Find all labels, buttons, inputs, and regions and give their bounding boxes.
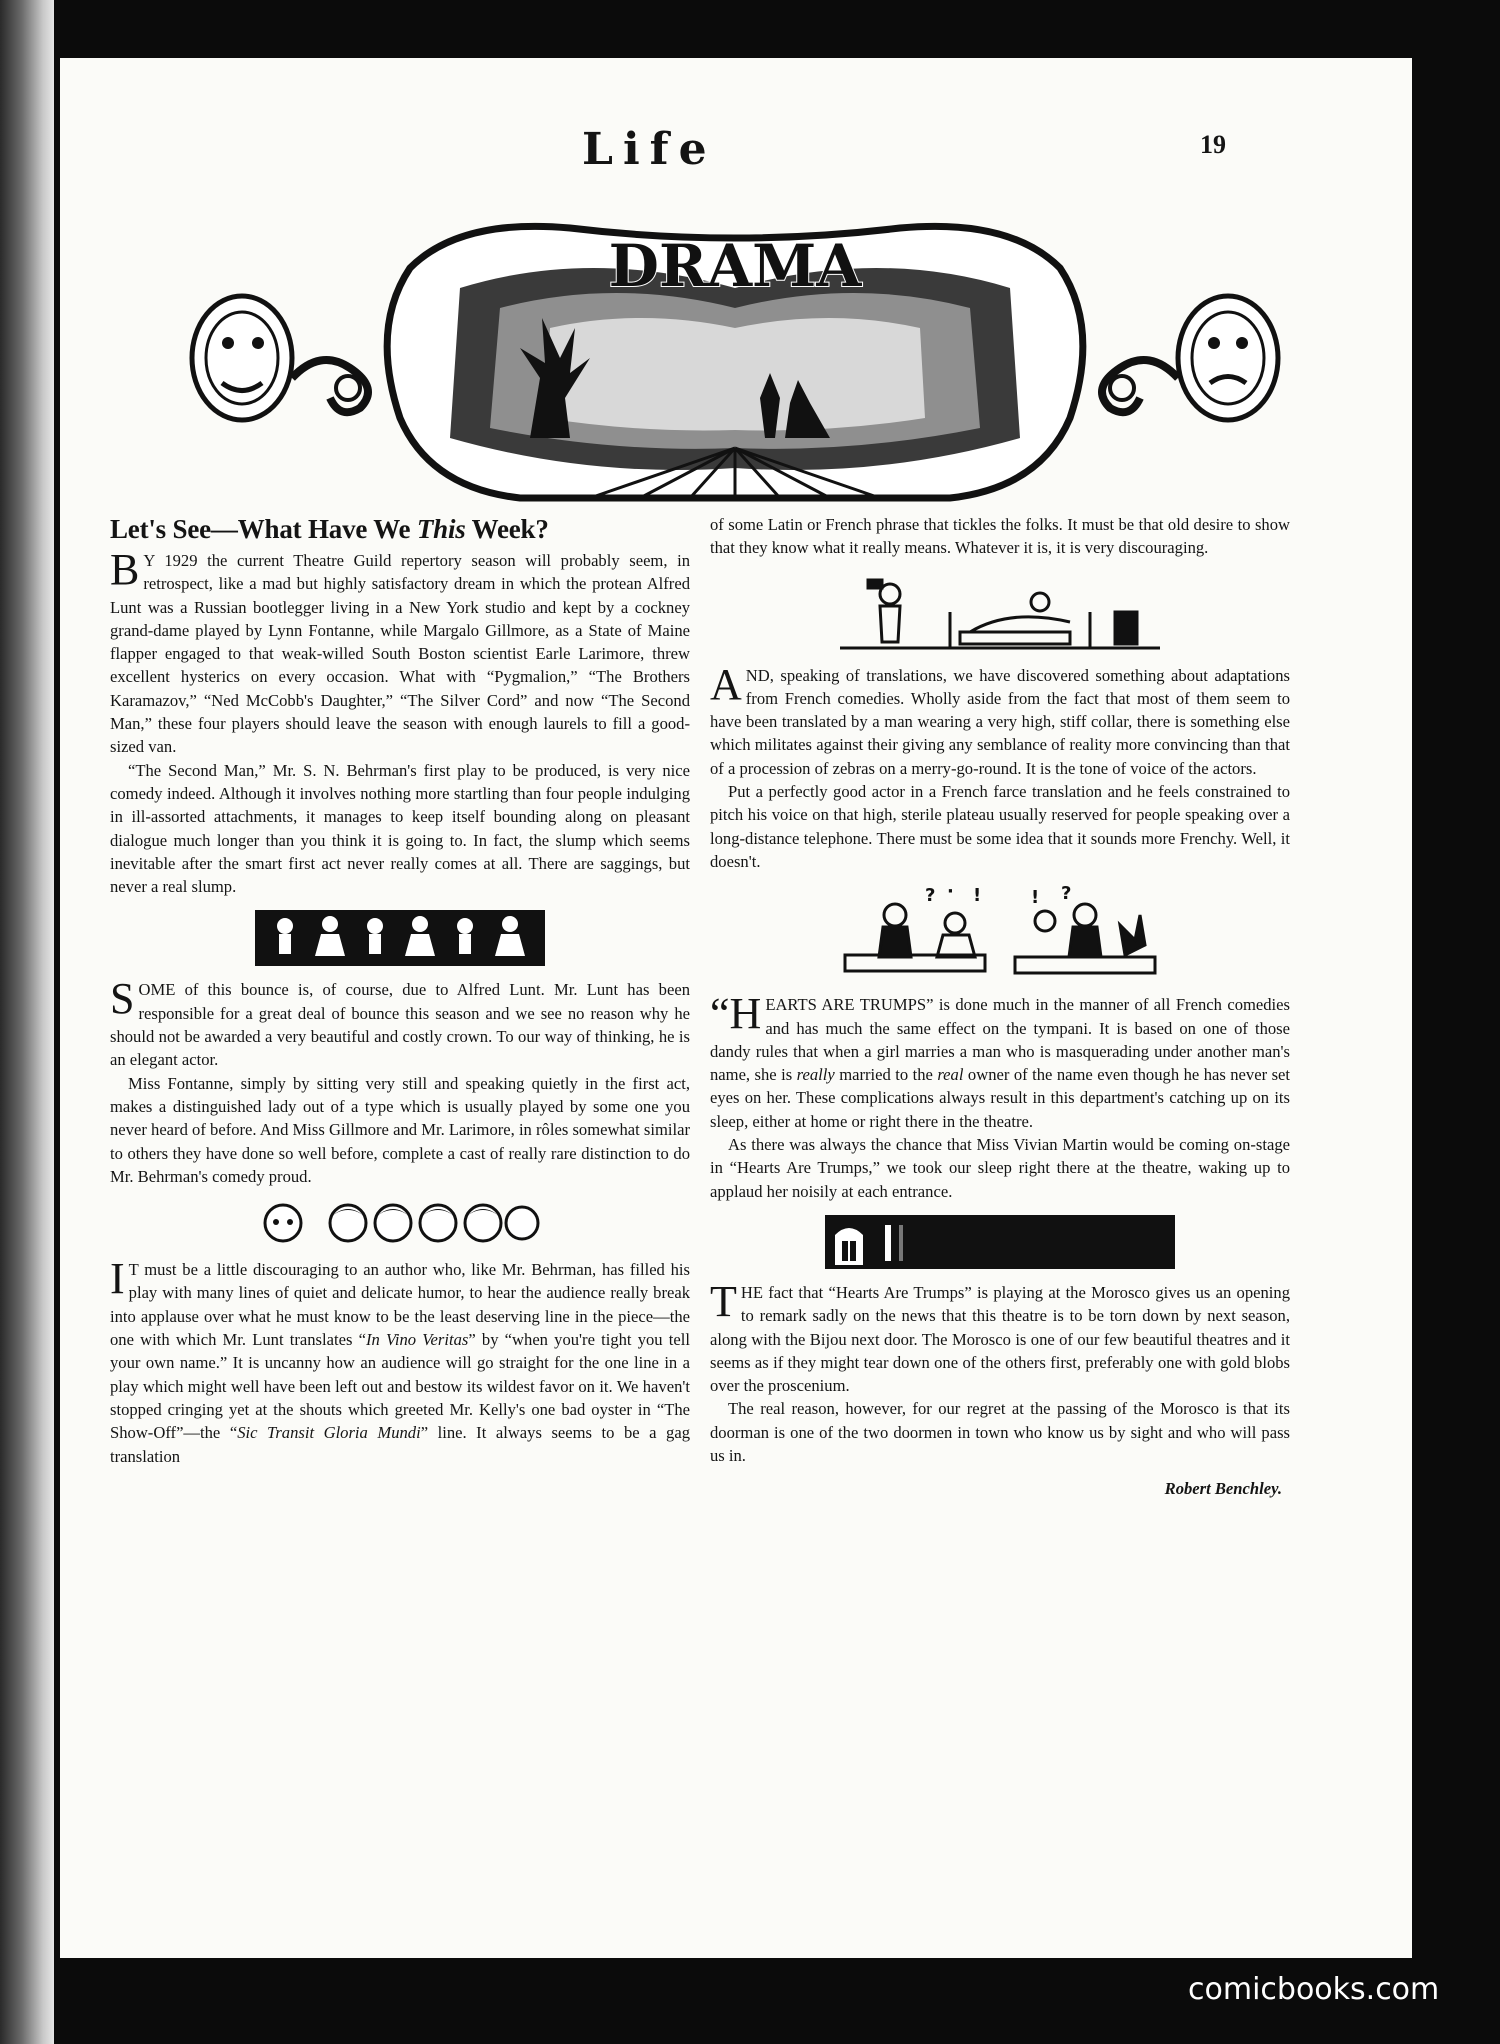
scanner-edge — [0, 0, 54, 2044]
life-logo: Life — [582, 124, 717, 175]
drop-cap: A — [710, 659, 742, 709]
drop-cap: “H — [710, 989, 762, 1039]
paragraph-4: Miss Fontanne, simply by sitting very still and speaking quietly in the first act, makes a distinguished lady out of a type which is usually played by some one you never heard of before. And Miss Gillmore and Mr. Larimore, in rôles somewhat similar to others they have done so well before, complete a cast of really rare distinction to do Mr. Behrman's comedy proud. — [110, 1073, 690, 1186]
paragraph-3: SOME of this bounce is, of course, due to Alfred Lunt. Mr. Lunt has been responsible for a great deal of bounce this season and we see no reason why he should not be awarded a very beautiful and costly crown. To our way of thinking, he is an elegant actor. — [110, 974, 690, 1070]
dancing-figures-illustration — [255, 910, 545, 966]
paragraph-8: Put a perfectly good actor in a French farce translation and he feels constrained to pitch his voice on that high, sterile plateau usually reserved for people speaking over a long-distance telephone. There must be some idea that it sounds more Frenchy. Well, it doesn't. — [710, 782, 1290, 871]
paragraph-5: I T must be a little discouraging to an author who, like Mr. Behrman, has filled his play with many lines of quiet and delicate humor, to hear the audience really break into applause over what he must know to be the least deserving line in the piece—the one with which Mr. Lunt translates “In Vino Veritas” by “when you're tight you tell your own name.” It is uncanny how an audience will go straight for the one line in a play which might well have been left out and bestow its wildest favor on it. We haven't stopped cringing yet at the shouts which greeted Mr. Kelly's one bad oyster in “The Show-Off”—the “Sic Transit Gloria Mundi” line. It always seems to be a gag translation — [110, 1254, 691, 1466]
comedy-mask-right-icon — [1102, 296, 1278, 420]
author-signature: Robert Benchley. — [1164, 1479, 1282, 1499]
svg-text:!: ! — [1031, 887, 1040, 909]
drop-cap: S — [110, 974, 135, 1024]
right-column — [710, 513, 1290, 1501]
paragraph-1: B Y 1929 the current Theatre Guild repertory season will probably seem, in retrospect, like a mad but highly satisfactory dream in which the protean Alfred Lunt was a Russian bootlegger living in a New York studio and kept by a cockney grand-dame played by Lynn Fontanne, while Margalo Gillmore, as a State of Maine flapper engaged to that weak-willed South Boston scientist Earle Larimore, threw excellent hysterics on every occasion. What with “Pygmalion,” “The Brothers Karamazov,” “Ned McCobb's Daughter,” “The Silver Cord” and now “The Second Man,” these four players should leave the season with enough laurels to fill a good-sized van. — [110, 545, 690, 757]
drop-cap: T — [710, 1276, 737, 1326]
page-number: 19 — [1200, 130, 1226, 159]
magazine-page — [60, 58, 1412, 1958]
bedroom-scene-illustration — [840, 572, 1160, 652]
left-column — [110, 513, 690, 1468]
drama-banner-illustration — [170, 198, 1300, 510]
svg-text:!: ! — [973, 885, 982, 907]
svg-text:?: ? — [925, 885, 936, 907]
site-watermark: comicbooks.com — [1188, 1972, 1440, 2007]
drop-cap: B — [110, 545, 140, 594]
sofa-scene-illustration — [835, 885, 1165, 981]
drop-cap: I — [110, 1254, 125, 1304]
paragraph-2: “The Second Man,” Mr. S. N. Behrman's first play to be produced, is very nice comedy indeed. Although it involves nothing more startling than four people indulging in ill-assorted attachments, it manages to keep itself bounding along on pleasant dialogue much longer than you think it is going to. In fact, the slump which seems inevitable after the smart first act never really comes at all. There are saggings, but never a real slump. — [110, 760, 690, 897]
paragraph-6: of some Latin or French phrase that tickles the folks. It must be that old desire to show that they know what it really means. Whatever it is, it is very discouraging. — [710, 515, 1290, 558]
paragraph-10: As there was always the chance that Miss Vivian Martin would be coming on-stage in “Hearts Are Trumps,” we took our sleep right there at the theatre, waking up to applaud her noisily at each entrance. — [710, 1135, 1290, 1201]
theatre-doorway-illustration — [825, 1215, 1175, 1269]
cast-faces-illustration — [260, 1200, 540, 1246]
headline-text-end: Week? — [465, 514, 549, 544]
paragraph-11: THE fact that “Hearts Are Trumps” is playing at the Morosco gives us an opening to remark sadly on the news that this theatre is to be torn down by next season, along with the Bijou next door. The Morosco is one of our few beautiful theatres and it seems as if they might tear down one of the others first, preferably one with gold blobs over the proscenium. — [710, 1276, 1290, 1396]
masthead — [60, 124, 1412, 184]
paragraph-7: AND, speaking of translations, we have discovered something about adaptations from French comedies. Wholly aside from the fact that most of them seem to have been translated by a man wearing a very high, stiff collar, there is something else which militates against their giving any semblance of reality more convincing than that of a procession of zebras on a merry-go-round. It is the tone of voice of the actors. — [710, 659, 1290, 778]
comedy-mask-left-icon — [192, 296, 368, 420]
svg-text:·: · — [947, 885, 954, 903]
paragraph-9: “HEARTS ARE TRUMPS” is done much in the manner of all French comedies and has much the same effect on the tympani. It is based on one of those dandy rules that when a girl marries a man who is masquerading under another man's name, she is really married to the real owner of the name even though he has never set eyes on her. These complications always result in this department's catching up on its sleep, either at home or right there in the theatre. — [710, 989, 1291, 1131]
svg-text:?: ? — [1061, 885, 1072, 905]
paragraph-12: The real reason, however, for our regret at the passing of the Morosco is that its doorman is one of the two doormen in town who know us by sight and who will pass us in. — [710, 1399, 1290, 1466]
article-headline — [110, 513, 690, 545]
headline-italic: This — [416, 514, 466, 544]
drama-title: DRAMA — [608, 232, 862, 300]
headline-text: Let's See—What Have We — [110, 514, 417, 544]
